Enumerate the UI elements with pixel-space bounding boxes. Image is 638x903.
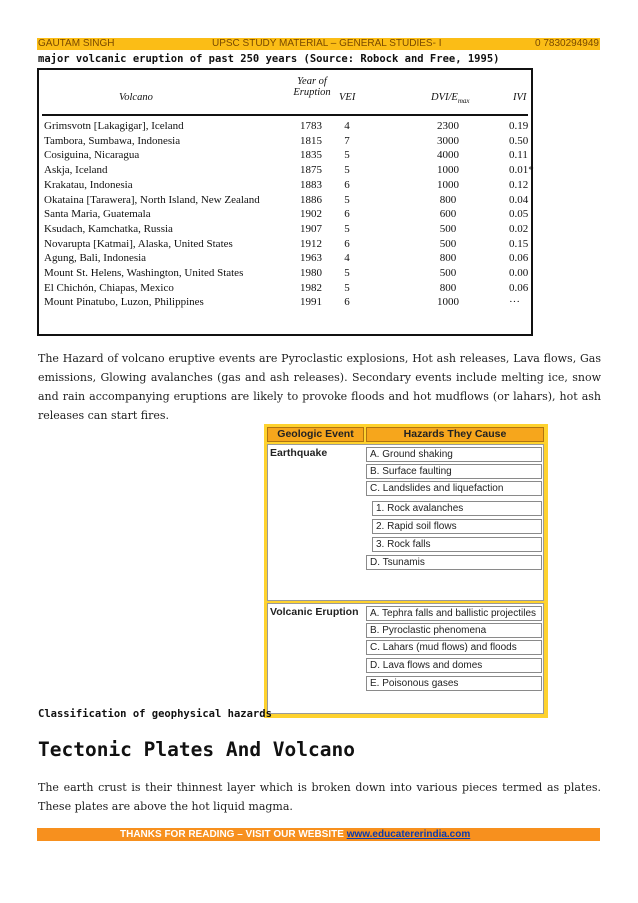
eruption-year: 1875 — [300, 164, 322, 177]
ivi-value: 0.50 — [509, 134, 529, 147]
vei-value: 6 — [344, 237, 350, 250]
header-author: GAUTAM SINGH — [38, 38, 115, 49]
ivi-value: 0.12 — [509, 178, 529, 191]
dve-value: 500 — [439, 222, 457, 235]
volcano-name: El Chichón, Chiapas, Mexico — [44, 281, 174, 294]
vei-value: 4 — [344, 120, 350, 132]
ivi-value: 0.04 — [509, 193, 529, 206]
table-row — [39, 164, 534, 177]
hazard-item: 3. Rock falls — [372, 537, 542, 552]
vei-value: 7 — [344, 134, 350, 147]
ivi-value: ··· — [509, 296, 520, 309]
eruption-year: 1815 — [300, 134, 322, 147]
ivi-value: 0.02 — [509, 222, 529, 235]
header-title: UPSC STUDY MATERIAL – GENERAL STUDIES- I — [212, 38, 442, 49]
hazard-item: 1. Rock avalanches — [372, 501, 542, 516]
paragraph-hazards: The Hazard of volcano eruptive events are Pyroclastic explosions, Hot ash releases, Lava flows, Gas emissions, Glowing avalanches (gas and ash releases). Secondary events include melting ice, snow and rain accompanying eruptions are likely to provoke floods and hot mudflows (or lahars), hot ash releases can start fires. — [38, 352, 601, 422]
ivi-value: 0.00 — [509, 267, 529, 279]
table-row — [39, 282, 531, 295]
footer-text: THANKS FOR READING – VISIT OUR WEBSITE — [120, 829, 347, 840]
dve-value: 4000 — [437, 149, 459, 162]
hazard-table — [264, 424, 548, 718]
eruption-year: 1963 — [300, 252, 322, 265]
table-row — [39, 252, 531, 265]
hazard-item: E. Poisonous gases — [366, 676, 542, 691]
col-header-year — [287, 76, 337, 98]
dve-value: 1000 — [437, 164, 459, 177]
table-row — [39, 179, 531, 192]
eruption-year: 1783 — [300, 120, 322, 132]
dve-value: 800 — [439, 193, 457, 206]
hazard-item: 2. Rapid soil flows — [372, 519, 542, 534]
dve-value: 500 — [439, 237, 457, 250]
eruption-year: 1883 — [300, 178, 322, 191]
vei-value: 5 — [344, 164, 350, 177]
table-row — [39, 223, 531, 236]
volcano-name: Novarupta [Katmai], Alaska, United States — [44, 237, 233, 250]
volcano-name: Okataina [Tarawera], North Island, New Zealand — [44, 193, 260, 206]
col-header-dve-main: DVI/E — [431, 92, 458, 103]
col-header-year-line2: Eruption — [293, 87, 331, 98]
footer-text-wrap — [120, 828, 470, 841]
vei-value: 6 — [344, 208, 350, 221]
col-header-year-line1: Year of — [297, 76, 327, 87]
volcano-name: Mount St. Helens, Washington, United States — [44, 267, 244, 279]
dve-value: 800 — [439, 252, 457, 265]
vei-value: 4 — [344, 252, 350, 265]
dve-value: 600 — [439, 208, 457, 221]
eruption-year: 1907 — [300, 222, 322, 235]
col-header-volcano: Volcano — [119, 92, 153, 103]
eruption-year: 1982 — [300, 281, 322, 294]
volcano-name: Santa Maria, Guatemala — [44, 208, 151, 221]
section-heading: Tectonic Plates And Volcano — [38, 738, 355, 761]
event-volcanic-eruption: Volcanic Eruption — [270, 606, 359, 618]
eruption-year: 1835 — [300, 149, 322, 162]
page-header — [37, 38, 600, 50]
eruption-year: 1902 — [300, 208, 322, 221]
table-row — [39, 135, 531, 148]
header-phone: 0 7830294949 — [535, 38, 599, 49]
col-header-vei: VEI — [339, 92, 356, 103]
col-header-dve-sub: max — [457, 97, 470, 106]
footer-website-link[interactable]: www.educatererindia.com — [346, 829, 471, 840]
volcano-table — [37, 68, 533, 336]
ivi-value: 0.19 — [509, 120, 529, 132]
ivi-value: 0.15 — [509, 237, 529, 250]
eruption-year: 1980 — [300, 267, 322, 279]
dve-value: 1000 — [437, 178, 459, 191]
eruption-year: 1886 — [300, 193, 322, 206]
vei-value: 5 — [344, 222, 350, 235]
page-footer — [37, 828, 600, 841]
hazard-item: D. Tsunamis — [366, 555, 542, 570]
volcano-name: Agung, Bali, Indonesia — [44, 252, 147, 265]
vei-value: 6 — [344, 296, 350, 309]
hazard-item: A. Tephra falls and ballistic projectiles — [366, 606, 542, 621]
hazard-item: C. Landslides and liquefaction — [366, 481, 542, 496]
hazard-item: B. Pyroclastic phenomena — [366, 623, 542, 638]
ivi-value: 0.05 — [509, 208, 529, 221]
paragraph-plates: The earth crust is their thinnest layer which is broken down into various pieces termed as plates. These plates are above the hot liquid magma. — [38, 781, 601, 813]
table-row — [39, 267, 531, 280]
table-row — [39, 149, 531, 162]
table-row — [39, 238, 531, 251]
volcanic-panel — [267, 603, 544, 714]
eruption-year: 1912 — [300, 237, 322, 250]
figure-caption: Classification of geophysical hazards — [38, 708, 272, 720]
col-header-dve — [431, 92, 470, 107]
table-row — [39, 120, 531, 133]
table-row — [39, 208, 531, 221]
table-caption: major volcanic eruption of past 250 years (Source: Robock and Free, 1995) — [38, 53, 500, 65]
ivi-value: 0.01* — [509, 164, 534, 177]
dve-value: 1000 — [437, 296, 459, 309]
hazard-item: A. Ground shaking — [366, 447, 542, 462]
dve-value: 2300 — [437, 120, 459, 132]
vei-value: 5 — [344, 149, 350, 162]
hazard-item: C. Lahars (mud flows) and floods — [366, 640, 542, 655]
eruption-year: 1991 — [300, 296, 322, 309]
hazard-col-event-header: Geologic Event — [267, 427, 364, 442]
hazard-item: B. Surface faulting — [366, 464, 542, 479]
volcano-name: Cosiguina, Nicaragua — [44, 149, 140, 162]
ivi-value: 0.11 — [509, 149, 528, 162]
dve-value: 800 — [439, 281, 457, 294]
table-row — [39, 194, 531, 207]
volcano-name: Grimsvotn [Lakagigar], Iceland — [44, 120, 184, 132]
col-header-ivi: IVI — [513, 92, 527, 103]
vei-value: 5 — [344, 281, 350, 294]
ivi-value: 0.06 — [509, 252, 529, 265]
table-row — [39, 296, 531, 309]
volcano-name: Mount Pinatubo, Luzon, Philippines — [44, 296, 204, 309]
volcano-name: Krakatau, Indonesia — [44, 178, 133, 191]
hazard-item: D. Lava flows and domes — [366, 658, 542, 673]
ivi-value: 0.06 — [509, 281, 529, 294]
volcano-name: Askja, Iceland — [44, 164, 108, 177]
vei-value: 5 — [344, 193, 350, 206]
volcano-name: Tambora, Sumbawa, Indonesia — [44, 134, 181, 147]
vei-value: 5 — [344, 267, 350, 279]
table-rule — [42, 114, 528, 116]
volcano-name: Ksudach, Kamchatka, Russia — [44, 222, 173, 235]
vei-value: 6 — [344, 178, 350, 191]
dve-value: 3000 — [437, 134, 459, 147]
hazard-col-hazard-header: Hazards They Cause — [366, 427, 544, 442]
earthquake-panel — [267, 444, 544, 601]
event-earthquake: Earthquake — [270, 447, 328, 459]
dve-value: 500 — [439, 267, 457, 279]
